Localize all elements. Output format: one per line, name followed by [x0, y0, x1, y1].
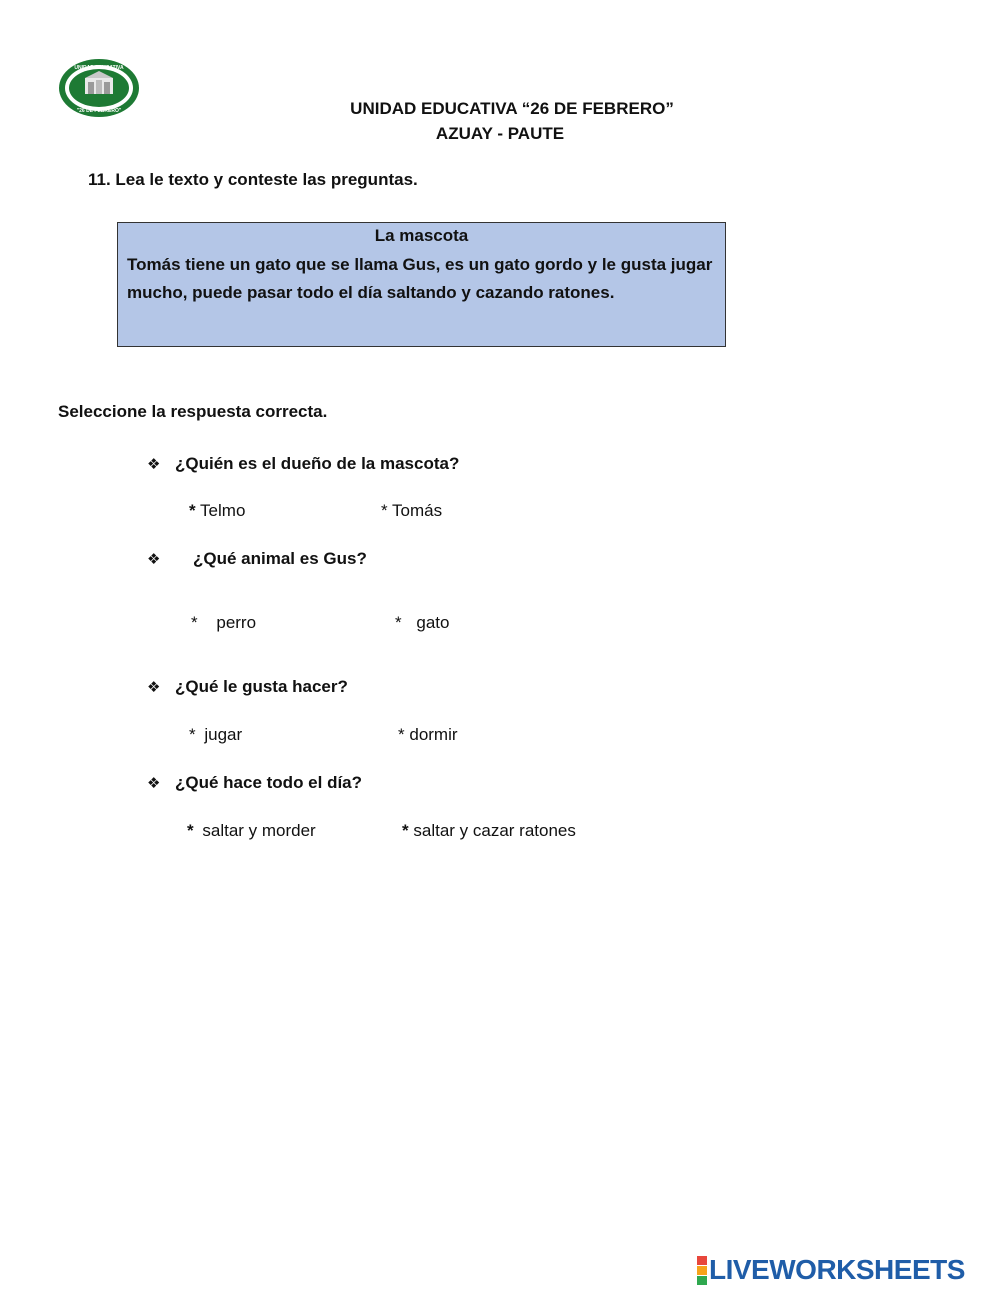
school-name: UNIDAD EDUCATIVA “26 DE FEBRERO”	[350, 99, 674, 118]
answer-option[interactable]	[402, 821, 576, 841]
question-text: ¿Qué le gusta hacer?	[175, 677, 348, 696]
liveworksheets-brand	[697, 1254, 965, 1286]
option-marker: *	[395, 613, 402, 632]
option-marker: *	[402, 821, 409, 840]
brand-blocks-icon	[697, 1256, 707, 1285]
question-4	[147, 773, 362, 793]
brand-text: LIVEWORKSHEETS	[709, 1254, 965, 1285]
diamond-bullet-icon: ❖	[147, 456, 161, 473]
option-label: Telmo	[200, 501, 246, 520]
diamond-bullet-icon: ❖	[147, 775, 161, 792]
answer-option[interactable]	[381, 501, 442, 521]
reading-instruction: 11. Lea le texto y conteste las preguntas.	[88, 170, 418, 189]
option-marker: *	[381, 501, 388, 520]
svg-text:UNIDAD EDUCATIVA: UNIDAD EDUCATIVA	[74, 65, 124, 71]
question-text: ¿Qué hace todo el día?	[175, 773, 363, 792]
option-label: perro	[216, 613, 257, 632]
answer-option[interactable]	[189, 725, 242, 745]
brand-block	[697, 1266, 707, 1275]
story-text: Tomás tiene un gato que se llama Gus, es un gato gordo y le gusta jugar mucho, puede pasar todo el día saltando y cazando ratones.	[127, 255, 713, 302]
brand-block	[697, 1276, 707, 1285]
diamond-bullet-icon: ❖	[147, 679, 161, 696]
answer-option[interactable]	[395, 613, 449, 633]
option-label: dormir	[409, 725, 458, 744]
diamond-bullet-icon: ❖	[147, 551, 161, 568]
school-location: AZUAY - PAUTE	[435, 124, 565, 143]
brand-block	[697, 1256, 707, 1265]
question-3	[147, 677, 348, 697]
option-label: saltar y morder	[202, 821, 316, 840]
option-marker: *	[398, 725, 405, 744]
answer-option[interactable]	[398, 725, 458, 745]
answer-option[interactable]	[191, 613, 256, 633]
option-marker: *	[189, 725, 196, 744]
option-label: Tomás	[392, 501, 443, 520]
option-marker: *	[189, 501, 196, 520]
option-label: jugar	[204, 725, 243, 744]
svg-text:"26 DE FEBRERO": "26 DE FEBRERO"	[76, 108, 122, 114]
option-label: gato	[416, 613, 450, 632]
question-text: ¿Qué animal es Gus?	[193, 549, 367, 568]
answer-option[interactable]	[187, 821, 316, 841]
question-text: ¿Quién es el dueño de la mascota?	[175, 454, 460, 473]
option-label: saltar y cazar ratones	[413, 821, 576, 840]
question-2	[147, 549, 367, 569]
question-1	[147, 454, 459, 474]
story-box	[117, 222, 726, 347]
option-marker: *	[187, 821, 194, 840]
option-marker: *	[191, 613, 198, 632]
story-title: La mascota	[374, 226, 469, 245]
answer-option[interactable]	[189, 501, 245, 521]
select-instruction: Seleccione la respuesta correcta.	[58, 402, 328, 421]
